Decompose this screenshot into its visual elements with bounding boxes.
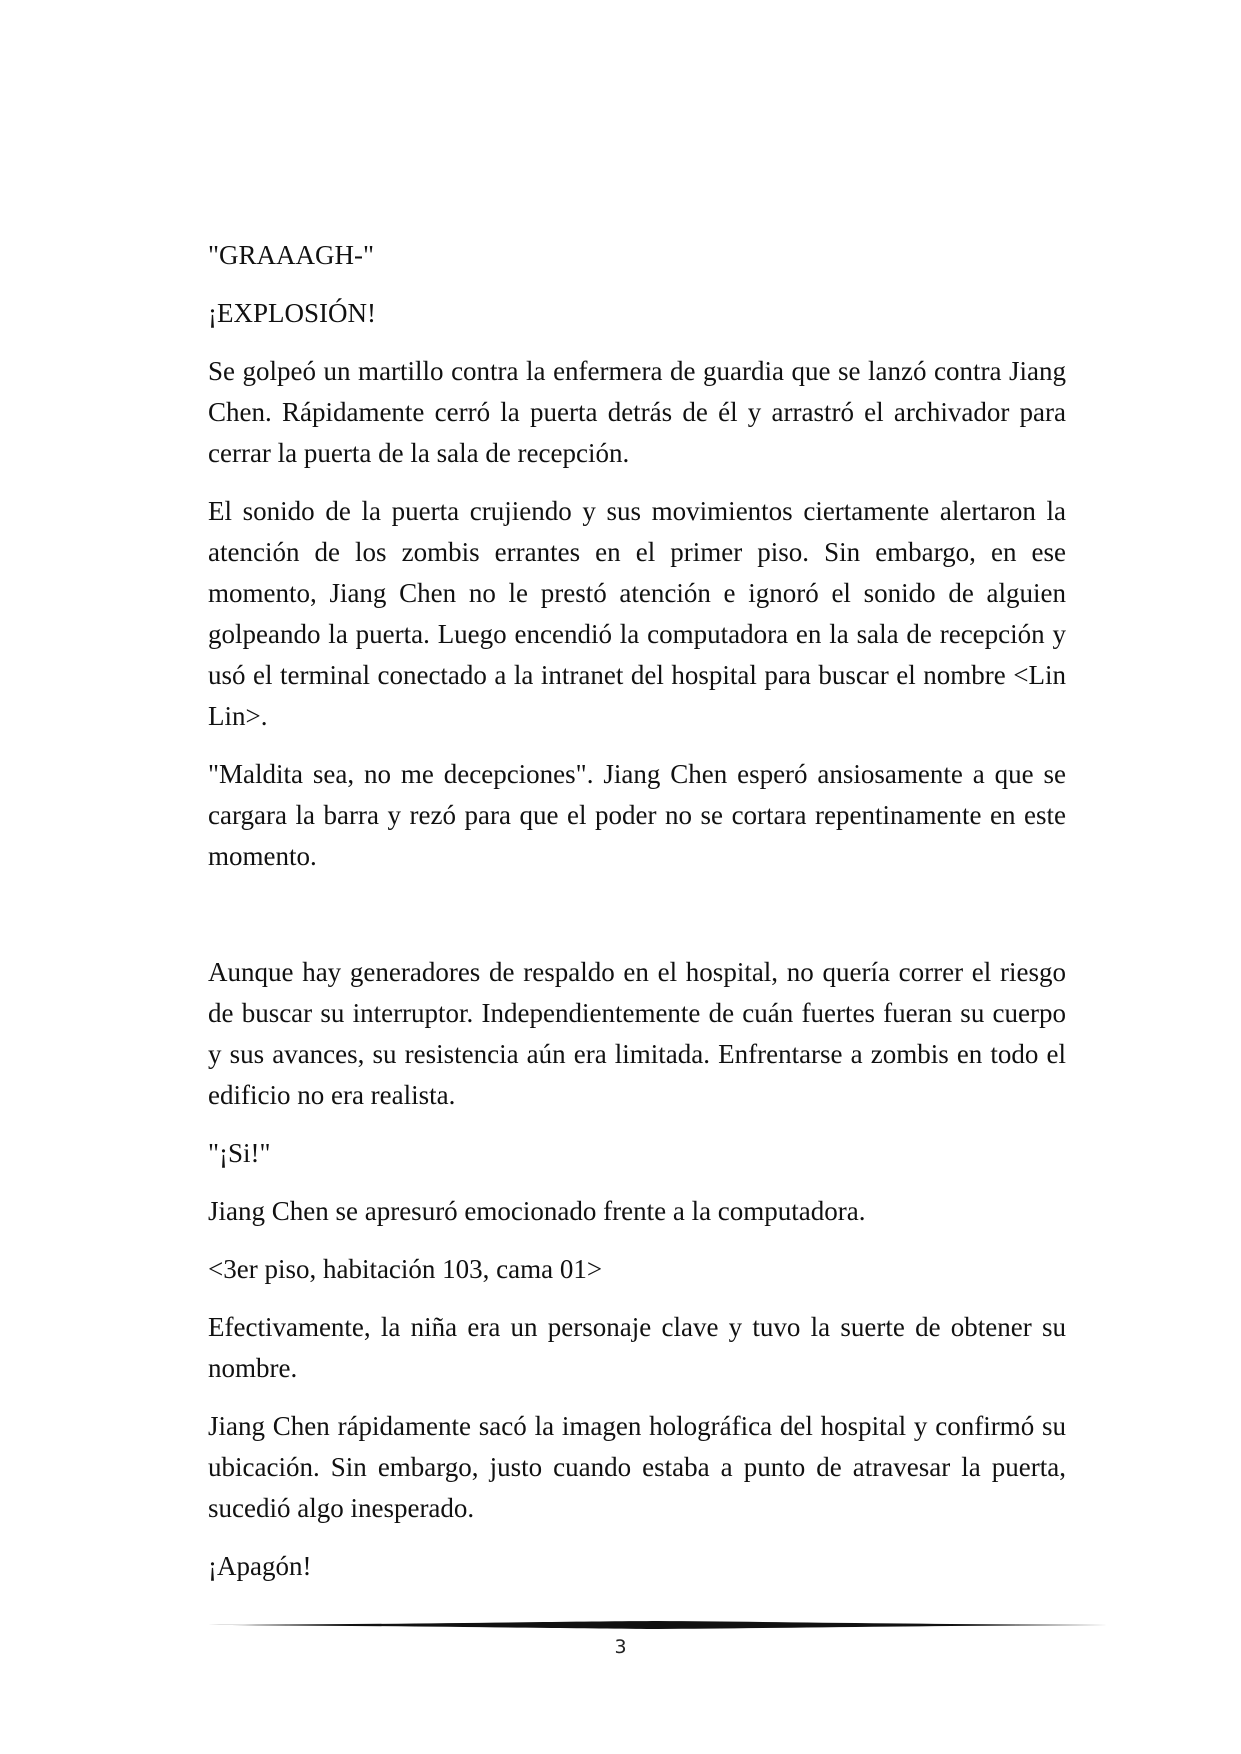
- paragraph: <3er piso, habitación 103, cama 01>: [208, 1254, 603, 1284]
- text-section-two: [208, 952, 1066, 1604]
- paragraph: Jiang Chen rápidamente sacó la imagen holográfica del hospital y confirmó su ubicación. Sin embargo, justo cuando estaba a punto de atravesar la puerta, sucedió algo inesperado.: [208, 1411, 1066, 1523]
- paragraph: El sonido de la puerta crujiendo y sus movimientos ciertamente alertaron la atención de los zombis errantes en el primer piso. Sin embargo, en ese momento, Jiang Chen no le prestó atención e ignoró el sonido de alguien golpeando la puerta. Luego encendió la computadora en la sala de recepción y usó el terminal conectado a la intranet del hospital para buscar el nombre <Lin Lin>.: [208, 496, 1066, 731]
- paragraph: Aunque hay generadores de respaldo en el hospital, no quería correr el riesgo de buscar su interruptor. Independientemente de cuán fuertes fueran su cuerpo y sus avances, su resistencia aún era limitada. Enfrentarse a zombis en todo el edificio no era realista.: [208, 957, 1066, 1110]
- paragraph: "¡Si!": [208, 1138, 271, 1168]
- text-section-one: [208, 235, 1066, 894]
- paragraph: Jiang Chen se apresuró emocionado frente a la computadora.: [208, 1196, 866, 1226]
- paragraph: ¡EXPLOSIÓN!: [208, 298, 376, 328]
- paragraph: Efectivamente, la niña era un personaje clave y tuvo la suerte de obtener su nombre.: [208, 1312, 1066, 1383]
- paragraph: ¡Apagón!: [208, 1551, 312, 1581]
- footer-divider: [208, 1620, 1108, 1630]
- paragraph: Se golpeó un martillo contra la enfermera de guardia que se lanzó contra Jiang Chen. Rápidamente cerró la puerta detrás de él y arrastró el archivador para cerrar la puerta de la sala de recepción.: [208, 356, 1066, 468]
- paragraph: "GRAAAGH-": [208, 240, 375, 270]
- paragraph: "Maldita sea, no me decepciones". Jiang Chen esperó ansiosamente a que se cargara la barra y rezó para que el poder no se cortara repentinamente en este momento.: [208, 759, 1066, 871]
- page-number: 3: [614, 1636, 627, 1658]
